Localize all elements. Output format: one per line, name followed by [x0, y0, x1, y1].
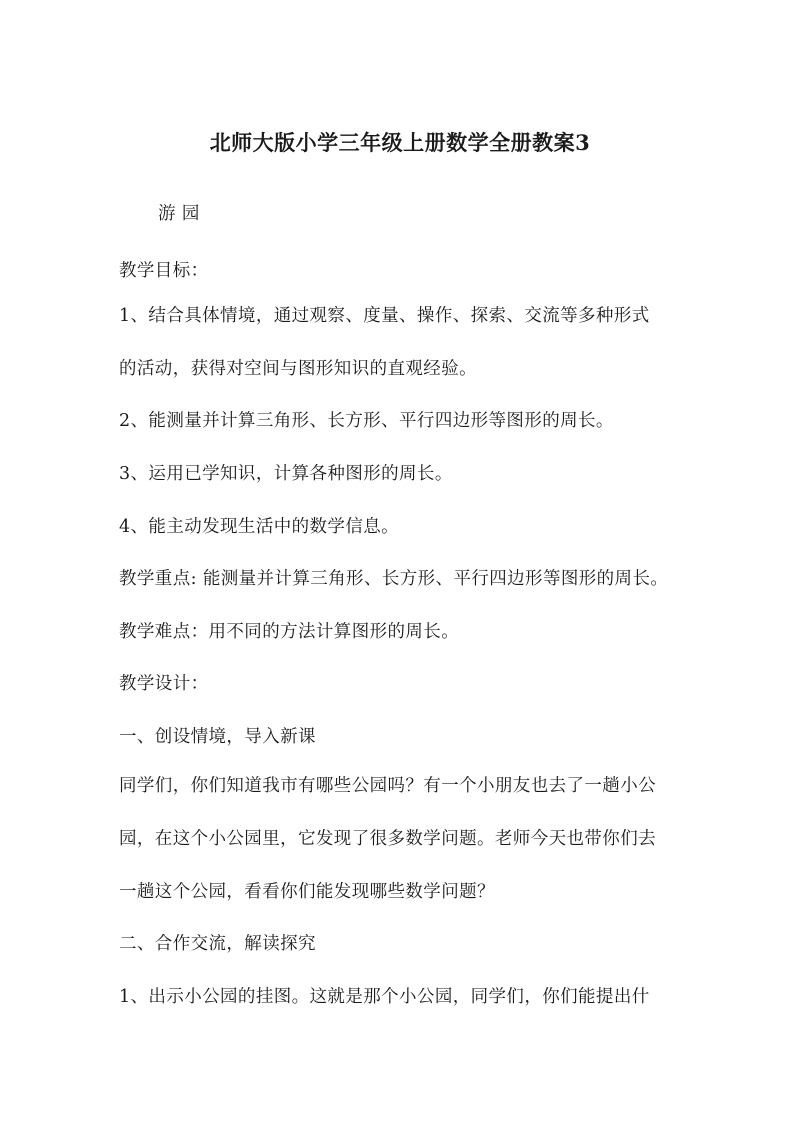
difficult-point: 教学难点：用不同的方法计算图形的周长。: [119, 622, 460, 642]
section-heading-objectives: 教学目标：: [119, 261, 209, 281]
objective-1-line-2: 的活动，获得对空间与图形知识的直观经验。: [119, 359, 477, 379]
step-1-heading: 一、创设情境，导入新课: [119, 727, 316, 747]
section-heading-design: 教学设计：: [119, 674, 209, 694]
paragraph-line-2: 园，在这个小公园里，它发现了很多数学问题。老师今天也带你们去: [119, 829, 656, 849]
document-title: 北师大版小学三年级上册数学全册教案3: [209, 130, 591, 155]
lesson-heading: 游 园: [158, 204, 200, 224]
paragraph-line-1: 同学们，你们知道我市有哪些公园吗？有一个小朋友也去了一趟小公: [119, 776, 656, 796]
objective-4: 4、能主动发现生活中的数学信息。: [119, 517, 400, 537]
paragraph-line-3: 一趟这个公园，看看你们能发现哪些数学问题？: [119, 882, 495, 902]
step-2-item-1: 1、出示小公园的挂图。这就是那个小公园，同学们，你们能提出什: [119, 987, 650, 1007]
objective-3: 3、运用已学知识，计算各种图形的周长。: [119, 464, 453, 484]
step-2-heading: 二、合作交流，解读探究: [119, 934, 316, 954]
objective-1-line-1: 1、结合具体情境，通过观察、度量、操作、探索、交流等多种形式: [119, 306, 650, 326]
key-point: 教学重点: 能测量并计算三角形、长方形、平行四边形等图形的周长。: [119, 569, 669, 589]
objective-2: 2、能测量并计算三角形、长方形、平行四边形等图形的周长。: [119, 411, 614, 431]
